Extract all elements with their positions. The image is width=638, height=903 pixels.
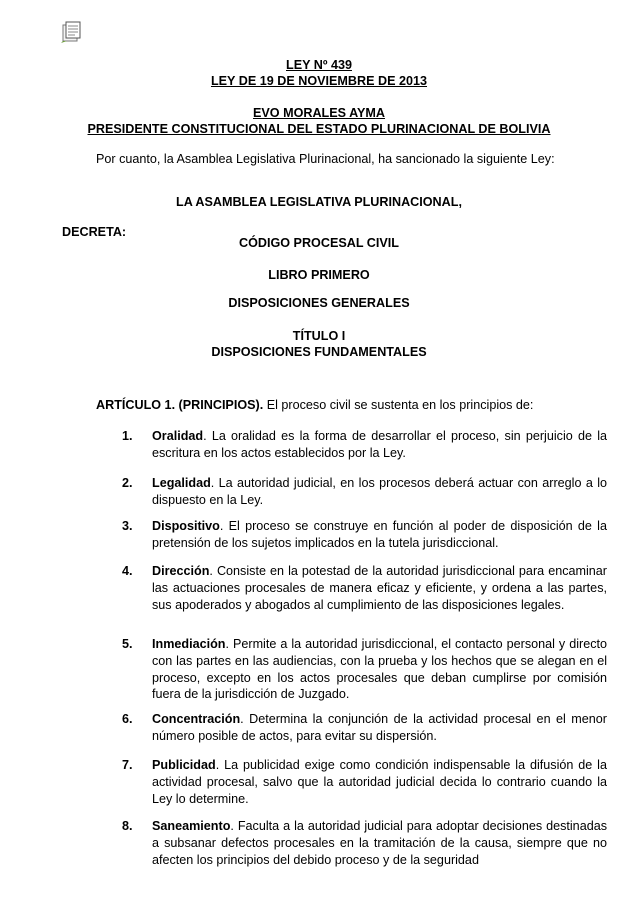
list-item [122, 818, 607, 868]
item-number: 7. [122, 758, 133, 772]
item-title: Dispositivo [152, 519, 220, 533]
item-title: Publicidad [152, 758, 216, 772]
item-text: . Faculta a la autoridad judicial para adoptar decisiones destinadas a subsanar defectos procesales en la tramitación de la causa, siempre que no afecten los principios del debido proceso y de la seguridad [152, 819, 607, 867]
intro-text: Por cuanto, la Asamblea Legislativa Plurinacional, ha sancionado la siguiente Ley: [96, 152, 555, 166]
item-title: Oralidad [152, 429, 204, 443]
code-title: CÓDIGO PROCESAL CIVIL [238, 236, 399, 250]
president-title: PRESIDENTE CONSTITUCIONAL DEL ESTADO PLURINACIONAL DE BOLIVIA [87, 122, 551, 136]
assembly-heading: LA ASAMBLEA LEGISLATIVA PLURINACIONAL, [176, 195, 462, 209]
title-number: TÍTULO I [292, 329, 346, 343]
list-item [122, 757, 607, 807]
item-text: . Determina la conjunción de la actividad procesal en el menor número posible de actos, para evitar su dispersión. [152, 712, 607, 743]
item-title: Inmediación [152, 637, 226, 651]
item-title: Concentración [152, 712, 241, 726]
law-date: LEY DE 19 DE NOVIEMBRE DE 2013 [210, 74, 428, 88]
item-number: 5. [122, 637, 133, 651]
decreta-label: DECRETA: [62, 225, 127, 239]
item-title: Legalidad [152, 476, 211, 490]
title-name: DISPOSICIONES FUNDAMENTALES [211, 345, 427, 359]
item-text: . El proceso se construye en función al poder de disposición de la pretensión de los sujetos implicados en la tutela jurisdiccional. [152, 519, 607, 550]
document-icon[interactable] [59, 19, 83, 43]
list-item [122, 563, 607, 613]
item-number: 6. [122, 712, 133, 726]
item-text: . La autoridad judicial, en los procesos deberá actuar con arreglo a lo dispuesto en la Ley. [152, 476, 607, 507]
article-text: El proceso civil se sustenta en los principios de: [263, 398, 534, 412]
book-title: LIBRO PRIMERO [268, 268, 370, 282]
list-item [122, 428, 607, 462]
item-number: 8. [122, 819, 133, 833]
item-number: 3. [122, 519, 133, 533]
item-text: . Consiste en la potestad de la autoridad jurisdiccional para encaminar las actuaciones procesales de manera eficaz y eficiente, y ordena a las partes, sus apoderados y abogados al cumplimiento de las disposiciones legales. [152, 564, 607, 612]
law-number: LEY Nº 439 [286, 58, 352, 72]
item-title: Saneamiento [152, 819, 231, 833]
list-item [122, 518, 607, 552]
item-number: 2. [122, 476, 133, 490]
article-1 [96, 398, 533, 412]
list-item [122, 711, 607, 745]
article-heading: ARTÍCULO 1. (PRINCIPIOS). [96, 398, 264, 412]
item-number: 4. [122, 564, 133, 578]
president-name: EVO MORALES AYMA [252, 106, 386, 120]
item-text: . Permite a la autoridad jurisdiccional, el contacto personal y directo con las partes en las audiencias, con la prueba y los hechos que se alegan en el proceso, excepto en los actos procesales que deban cumplirse por comisión fuera de la jurisdicción de Juzgado. [152, 637, 607, 702]
item-number: 1. [122, 429, 133, 443]
general-provisions: DISPOSICIONES GENERALES [228, 296, 410, 310]
item-text: . La publicidad exige como condición indispensable la difusión de la actividad procesal, salvo que la autoridad judicial decida lo contrario cuando la Ley lo determine. [152, 758, 607, 806]
item-title: Dirección [152, 564, 210, 578]
list-item [122, 475, 607, 509]
item-text: . La oralidad es la forma de desarrollar el proceso, sin perjuicio de la escritura en los actos establecidos por la Ley. [152, 429, 607, 460]
list-item [122, 636, 607, 703]
